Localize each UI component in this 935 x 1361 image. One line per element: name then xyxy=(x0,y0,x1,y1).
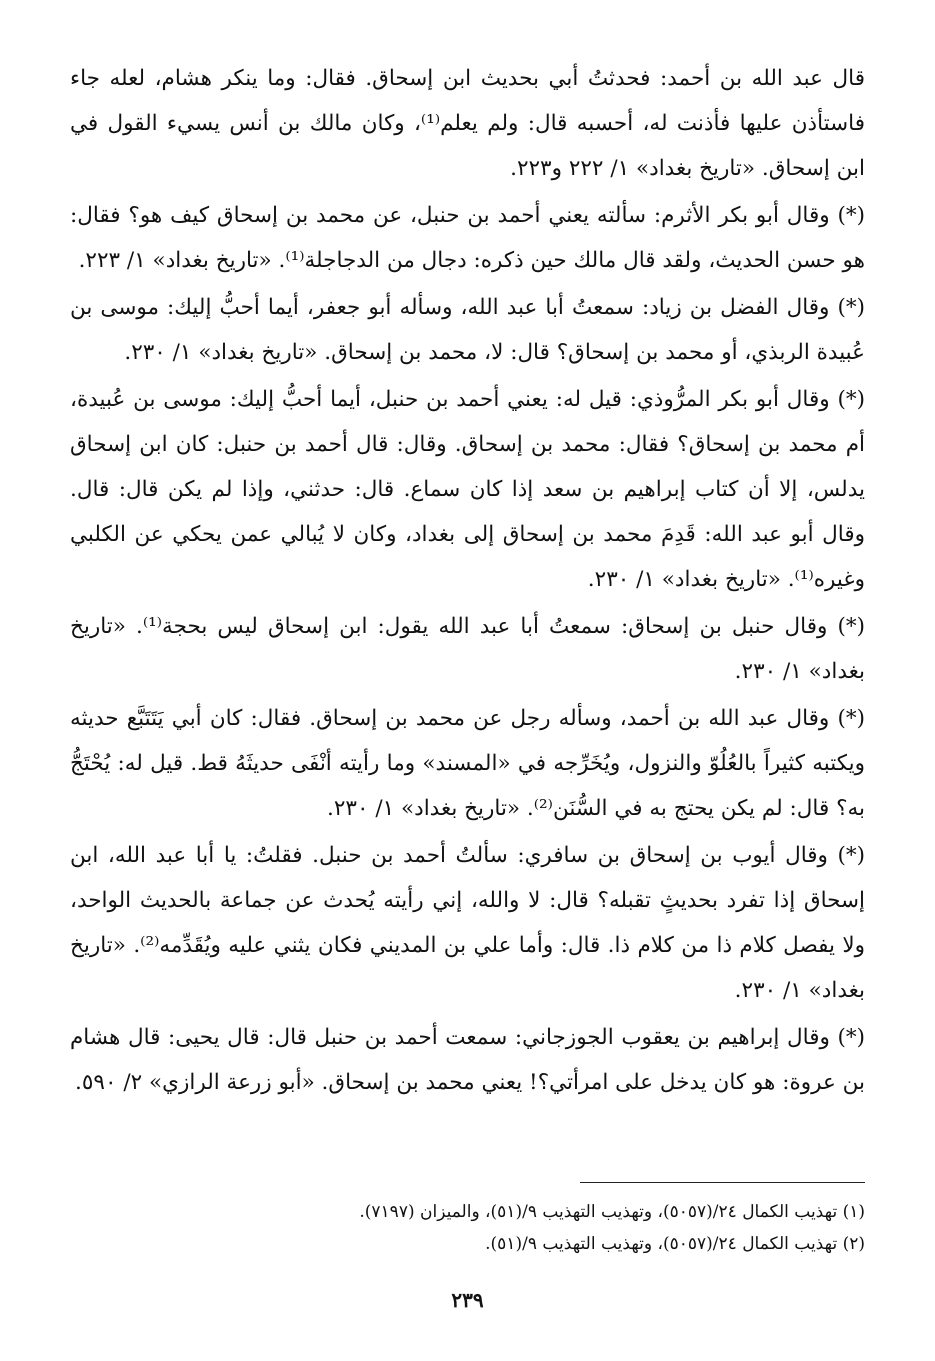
paragraph-6: (*) وقال عبد الله بن أحمد، وسأله رجل عن محمد بن إسحاق. فقال: كان أبي يَتَتَبَّع حديثه ويكتبه كثيراً بالعُلُوّ والنزول، ويُخَرِّجه في «المسند» وما رأيته أنْفَى حديثَهُ قط. قيل له: يُحْتَجُّ به؟ قال: لم يكن يحتج به في السُّنَن⁽²⁾. «تاريخ بغداد» ١/ ٢٣٠. xyxy=(70,706,865,821)
paragraph-8: (*) وقال إبراهيم بن يعقوب الجوزجاني: سمعت أحمد بن حنبل قال: قال يحيى: قال هشام بن عروة: هو كان يدخل على امرأتي؟! يعني محمد بن إسحاق. «أبو زرعة الرازي» ٢/ ٥٩٠. xyxy=(70,1025,865,1095)
main-text xyxy=(70,56,865,1105)
footnote-divider xyxy=(580,1182,865,1183)
footnotes xyxy=(70,1196,865,1260)
paragraph-5: (*) وقال حنبل بن إسحاق: سمعتُ أبا عبد الله يقول: ابن إسحاق ليس بحجة⁽¹⁾. «تاريخ بغداد» ١/ ٢٣٠. xyxy=(70,614,865,684)
paragraph-7: (*) وقال أيوب بن إسحاق بن سافري: سألتُ أحمد بن حنبل. فقلتُ: يا أبا عبد الله، ابن إسحاق إذا تفرد بحديثٍ تقبله؟ قال: لا والله، إني رأيته يُحدث عن جماعة بالحديث الواحد، ولا يفصل كلام ذا من كلام ذا. قال: وأما علي بن المديني فكان يثني عليه ويُقَدِّمه⁽²⁾. «تاريخ بغداد» ١/ ٢٣٠. xyxy=(70,843,865,1003)
page-number: ٢٣٩ xyxy=(451,1288,484,1312)
paragraph-2: (*) وقال أبو بكر الأثرم: سألته يعني أحمد بن حنبل، عن محمد بن إسحاق كيف هو؟ فقال: هو حسن الحديث، ولقد قال مالك حين ذكره: دجال من الدجاجلة⁽¹⁾. «تاريخ بغداد» ١/ ٢٢٣. xyxy=(70,203,865,273)
footnote-1: (١) تهذيب الكمال ٢٤/(٥٠٥٧)، وتهذيب التهذيب ٩/(٥١)، والميزان (٧١٩٧). xyxy=(359,1202,865,1222)
paragraph-4: (*) وقال أبو بكر المرُّوذي: قيل له: يعني أحمد بن حنبل، أيما أحبُّ إليك: موسى بن عُبيدة، أم محمد بن إسحاق؟ فقال: محمد بن إسحاق. وقال: قال أحمد بن حنبل: كان ابن إسحاق يدلس، إلا أن كتاب إبراهيم بن سعد إذا كان سماع. قال: حدثني، وإذا لم يكن قال: قال. وقال أبو عبد الله: قَدِمَ محمد بن إسحاق إلى بغداد، وكان لا يُبالي عمن يحكي عن الكلبي وغيره⁽¹⁾. «تاريخ بغداد» ١/ ٢٣٠. xyxy=(70,387,865,592)
paragraph-1: قال عبد الله بن أحمد: فحدثتُ أبي بحديث ابن إسحاق. فقال: وما ينكر هشام، لعله جاء فاستأذن عليها فأذنت له، أحسبه قال: ولم يعلم⁽¹⁾، وكان مالك بن أنس يسيء القول في ابن إسحاق. «تاريخ بغداد» ١/ ٢٢٢ و٢٢٣. xyxy=(70,66,866,181)
paragraph-3: (*) وقال الفضل بن زياد: سمعتُ أبا عبد الله، وسأله أبو جعفر، أيما أحبُّ إليك: موسى بن عُبيدة الربذي، أو محمد بن إسحاق؟ قال: لا، محمد بن إسحاق. «تاريخ بغداد» ١/ ٢٣٠. xyxy=(70,295,865,365)
footnote-2: (٢) تهذيب الكمال ٢٤/(٥٠٥٧)، وتهذيب التهذيب ٩/(٥١). xyxy=(485,1234,865,1254)
